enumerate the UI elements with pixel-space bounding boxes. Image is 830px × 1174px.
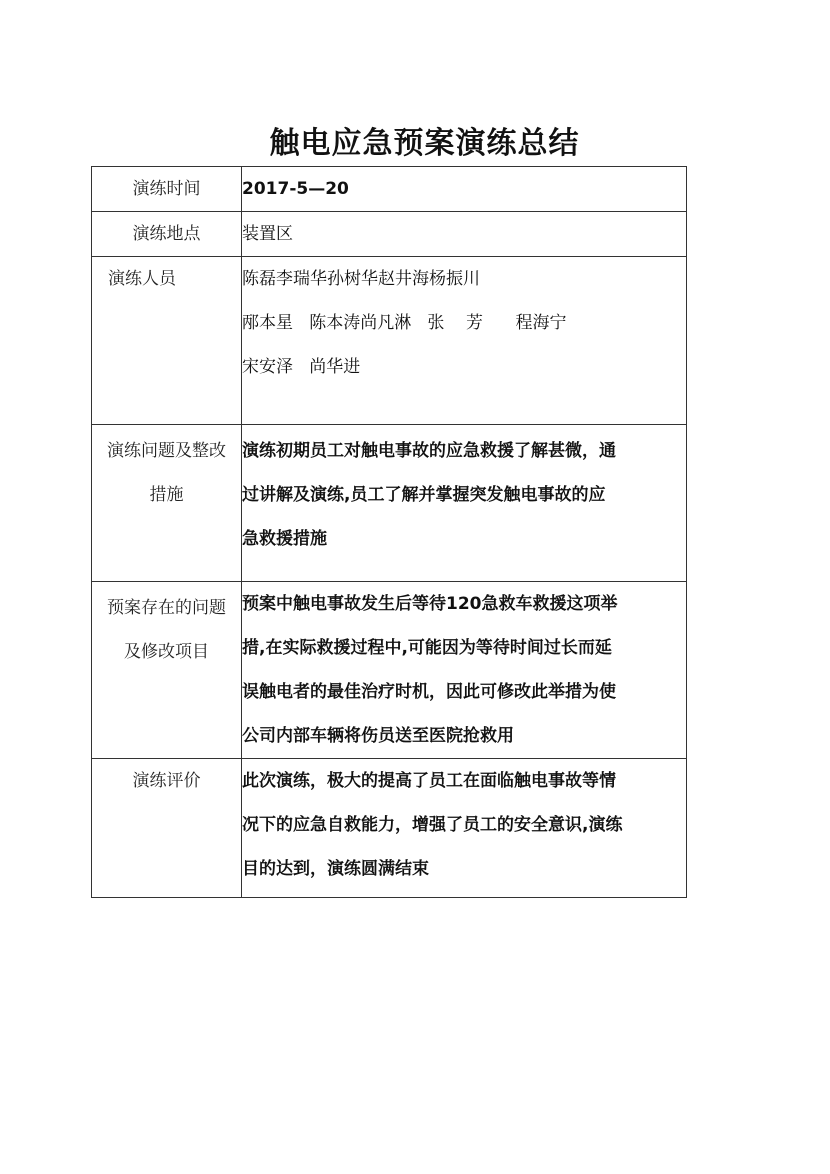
issues-line-3: 急救援措施 [242,529,327,549]
plan-problems-label-line-1: 预案存在的问题 [107,598,226,618]
page-title: 触电应急预案演练总结 [269,126,580,161]
table-row-issues [92,425,687,582]
table-row-location [92,212,687,257]
table-row-evaluation [92,759,687,898]
plan-problems-line-1: 预案中触电事故发生后等待120急救车救援这项举 [242,594,618,614]
issues-value [242,425,687,582]
plan-problems-value [242,582,687,759]
time-value: 2017-5—20 [242,167,687,212]
evaluation-line-2: 况下的应急自救能力，增强了员工的安全意识,演练 [242,815,623,835]
table-row-plan-problems [92,582,687,759]
table-row-time [92,167,687,212]
personnel-line-2: 邴本星 陈本涛尚凡淋 张 芳 程海宁 [242,313,567,333]
location-value: 装置区 [242,212,687,257]
plan-problems-line-4: 公司内部车辆将伤员送至医院抢救用 [242,726,514,746]
issues-label-line-1: 演练问题及整改 [107,441,226,461]
evaluation-value [242,759,687,898]
table-row-personnel [92,257,687,425]
personnel-line-3: 宋安泽 尚华进 [242,357,361,377]
plan-problems-line-3: 误触电者的最佳治疗时机，因此可修改此举措为使 [242,682,616,702]
issues-label-line-2: 措施 [149,485,184,505]
time-label: 演练时间 [92,167,242,212]
plan-problems-line-2: 措,在实际救援过程中,可能因为等待时间过长而延 [242,638,612,658]
evaluation-line-1: 此次演练，极大的提高了员工在面临触电事故等情 [242,771,616,791]
personnel-label: 演练人员 [92,257,242,425]
location-label: 演练地点 [92,212,242,257]
issues-line-1: 演练初期员工对触电事故的应急救援了解甚微，通 [242,441,616,461]
plan-problems-label [92,582,242,759]
evaluation-line-3: 目的达到，演练圆满结束 [242,859,429,879]
personnel-line-1: 陈磊李瑞华孙树华赵井海杨振川 [242,269,480,289]
personnel-value [242,257,687,425]
evaluation-label: 演练评价 [92,759,242,898]
issues-line-2: 过讲解及演练,员工了解并掌握突发触电事故的应 [242,485,606,505]
plan-problems-label-line-2: 及修改项目 [124,642,209,662]
issues-label [92,425,242,582]
drill-summary-table [91,166,687,898]
